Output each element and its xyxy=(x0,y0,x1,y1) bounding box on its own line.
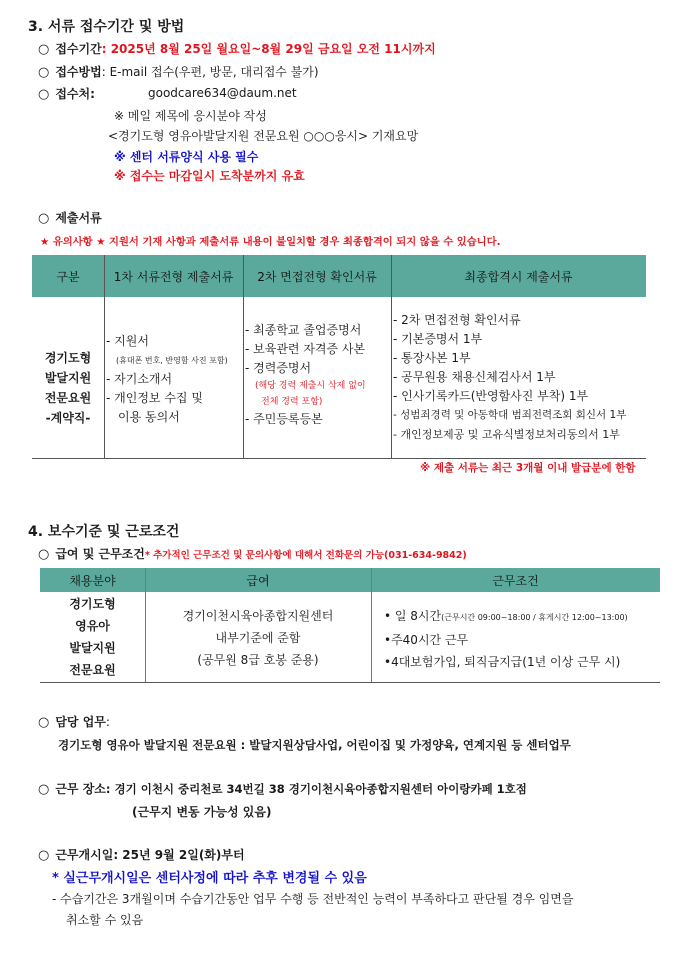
period-label: 접수기간 xyxy=(55,42,102,56)
method-value: : E-mail 접수(우편, 방문, 대리접수 불가) xyxy=(101,65,319,79)
pay-label: 급여 및 근무조건 xyxy=(55,547,145,561)
pay-table xyxy=(40,568,660,683)
probation-line1: - 수습기간은 3개월이며 수습기간동안 업무 수행 등 전반적인 능력이 부족하다고 판단될 경우 임면을 xyxy=(52,892,574,906)
place-label: 근무 장소 xyxy=(55,782,106,796)
section-3-title: 3. 서류 접수기간 및 방법 xyxy=(28,19,185,35)
round2-item-note: 전체 경력 포함) xyxy=(261,397,323,407)
docs-title: 제출서류 xyxy=(55,211,102,225)
round2-item: - 최종학교 졸업증명서 xyxy=(245,323,362,337)
condition-hours: • 일 8시간 xyxy=(384,609,442,623)
round1-item-cont: 이용 동의서 xyxy=(118,410,180,424)
dest-label: 접수처 xyxy=(55,87,91,101)
duty-value: 경기도형 영유아 발달지원 전문요원 : 발달지원상담사업, 어린이집 및 가정양육, 연계지원 등 센터업무 xyxy=(58,738,571,752)
round2-item: - 경력증명서 xyxy=(245,361,312,375)
duty-label: 담당 업무 xyxy=(55,715,106,729)
start-value: : 25년 9월 2일(화)부터 xyxy=(113,848,245,862)
dest-email: goodcare634@daum.net xyxy=(148,86,297,100)
method-row: ○ 접수방법: E-mail 접수(우편, 방문, 대리접수 불가) xyxy=(38,65,319,80)
final-item: - 기본증명서 1부 xyxy=(393,332,483,346)
docs-warning: ★ 유의사항 ★ 지원서 기재 사항과 제출서류 내용이 불일치할 경우 최종합격이 되지 않을 수 있습니다. xyxy=(40,236,501,248)
condition-hours-note: (근무시간 09:00~18:00 / 휴게시간 12:00~13:00) xyxy=(441,613,628,622)
period-row: ○ 접수기간: 2025년 8월 25일 월요일~8월 29일 금요일 오전 11시까지 xyxy=(38,42,436,57)
field-cell: 경기도형 영유아 발달지원 전문요원 xyxy=(69,597,116,677)
method-label: 접수방법 xyxy=(55,65,102,79)
duty-row: ○ 담당 업무: xyxy=(38,715,110,730)
final-item: - 인사기록카드(반영함사진 부착) 1부 xyxy=(393,389,589,403)
place-row: ○ 근무 장소: 경기 이천시 중리천로 34번길 38 경기이천시육아종합지원센터 아이랑카페 1호점 xyxy=(38,782,527,797)
dest-row: ○ 접수처: xyxy=(38,87,95,102)
note-mail-subject: ※ 메일 제목에 응시분야 작성 xyxy=(114,109,267,123)
final-item: - 성범죄경력 및 아동학대 범죄전력조회 회신서 1부 xyxy=(393,409,627,421)
header-pay: 급여 xyxy=(246,573,270,588)
category-cell: 경기도형 발달지원 전문요원 -계약직- xyxy=(44,351,92,425)
place-note: (근무지 변동 가능성 있음) xyxy=(132,805,272,819)
round1-item: - 자기소개서 xyxy=(106,372,173,386)
round1-docs xyxy=(106,332,228,427)
header-final: 최종합격시 제출서류 xyxy=(464,269,573,284)
round2-item: - 주민등록등본 xyxy=(245,412,323,426)
round1-item-note: (휴대폰 번호, 반영함 사진 포함) xyxy=(116,356,228,365)
round2-item-note: (해당 경력 제출시 삭제 없이 xyxy=(255,381,366,391)
period-value: : 2025년 8월 25일 월요일~8월 29일 금요일 오전 11시까지 xyxy=(101,42,436,56)
conditions-cell xyxy=(384,605,628,673)
final-item: - 개인정보제공 및 고유식별정보처리동의서 1부 xyxy=(393,428,620,441)
start-row: ○ 근무개시일: 25년 9월 2일(화)부터 xyxy=(38,848,245,863)
final-docs xyxy=(393,311,626,444)
section-4-title: 4. 보수기준 및 근로조건 xyxy=(28,524,180,540)
round2-docs xyxy=(245,321,366,429)
round1-item: - 개인정보 수집 및 xyxy=(106,391,203,405)
duty-colon: : xyxy=(105,715,110,729)
pay-note: * 추가적인 근무조건 및 문의사항에 대해서 전화문의 가능(031-634-9842) xyxy=(144,550,467,561)
note-form-required: ※ 센터 서류양식 사용 필수 xyxy=(114,150,259,164)
header-conditions: 근무조건 xyxy=(492,573,539,588)
final-item: - 공무원용 채용신체검사서 1부 xyxy=(393,370,556,384)
round2-item: - 보육관련 자격증 사본 xyxy=(245,342,366,356)
docs-footnote: ※ 제출 서류는 최근 3개월 이내 발급분에 한함 xyxy=(420,462,636,474)
start-note: * 실근무개시일은 센터사정에 따라 추후 변경될 수 있음 xyxy=(52,871,367,886)
dest-colon: : xyxy=(90,87,95,101)
round1-item: - 지원서 xyxy=(106,334,149,348)
documents-table xyxy=(32,255,646,459)
final-item: - 통장사본 1부 xyxy=(393,351,471,365)
docs-title-row: ○ 제출서류 xyxy=(38,211,102,226)
note-format: <경기도형 영유아발달지원 전문요원 ○○○응시> 기재요망 xyxy=(108,129,419,143)
note-deadline: ※ 접수는 마감일시 도착분까지 유효 xyxy=(114,169,305,183)
start-label: 근무개시일 xyxy=(55,848,114,862)
header-round2: 2차 면접전형 확인서류 xyxy=(257,269,377,284)
final-item: - 2차 면접전형 확인서류 xyxy=(393,313,521,327)
pay-row: ○ 급여 및 근무조건* 추가적인 근무조건 및 문의사항에 대해서 전화문의 가능(031-634-9842) xyxy=(38,547,467,562)
place-value: : 경기 이천시 중리천로 34번길 38 경기이천시육아종합지원센터 아이랑카페 1호점 xyxy=(105,782,527,796)
probation-line2: 취소할 수 있음 xyxy=(66,913,144,927)
condition-weekly: •주40시간 근무 xyxy=(384,633,469,647)
condition-insurance: •4대보험가입, 퇴직금지급(1년 이상 근무 시) xyxy=(384,655,621,669)
header-category: 구분 xyxy=(56,269,80,284)
pay-cell: 경기이천시육아종합지원센터 내부기준에 준함 (공무원 8급 호봉 준용) xyxy=(182,609,334,667)
header-round1: 1차 서류전형 제출서류 xyxy=(113,269,234,284)
header-field: 채용분야 xyxy=(69,573,116,588)
